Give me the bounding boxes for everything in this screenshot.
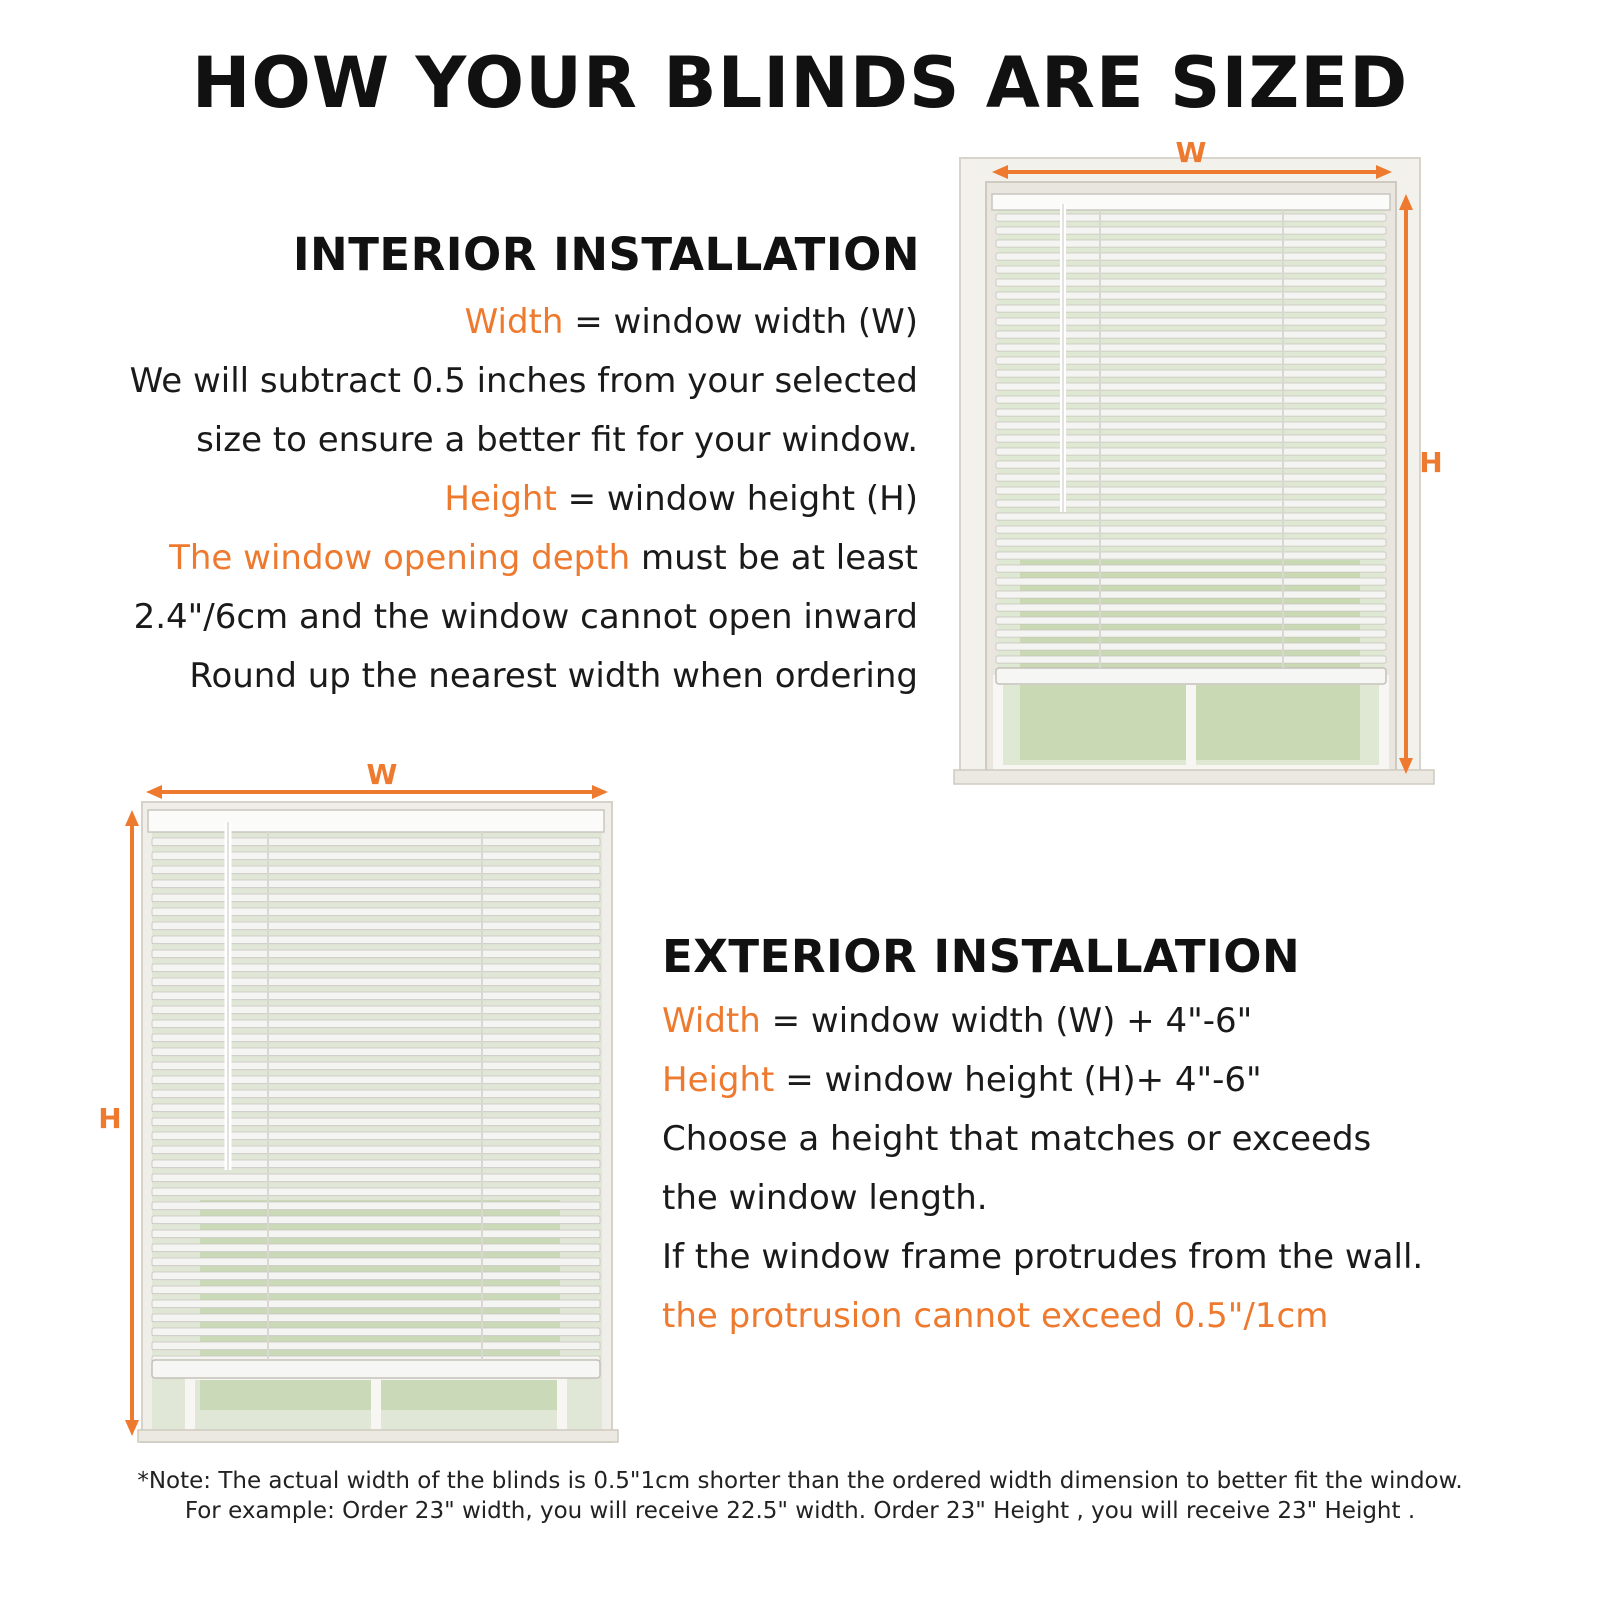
blind-slat [996,435,1386,442]
note-line-2: For example: Order 23" width, you will receive 22.5" width. Order 23" Height , you will receive 23" Height . [184,1498,1416,1524]
exterior-height-rest: = window height (H)+ 4"-6" [774,1060,1262,1100]
blind-slat [152,866,600,874]
blind-slat [996,266,1386,273]
blind-slat [996,526,1386,533]
blind-slat [152,1006,600,1014]
exterior-heading: EXTERIOR INSTALLATION [662,930,1301,983]
interior-heading: INTERIOR INSTALLATION [292,228,920,281]
blind-slat [996,214,1386,221]
interior-h-label: H [1419,446,1443,479]
interior-round-line: Round up the nearest width when ordering [189,656,918,696]
blind-slat [152,922,600,930]
page-title: HOW YOUR BLINDS ARE SIZED [191,42,1409,124]
blind-slat [996,253,1386,260]
blind-slat [152,992,600,1000]
blind-slat [152,1062,600,1070]
blind-slat [152,1090,600,1098]
blind-slat [152,978,600,986]
interior-subtract-line-1: We will subtract 0.5 inches from your selected [129,361,918,401]
blind-slat [152,1342,600,1350]
exterior-height-key: Height [662,1060,775,1100]
blind-slat [152,1258,600,1266]
exterior-width-rest: = window width (W) + 4"-6" [760,1001,1253,1041]
blind-slat [996,422,1386,429]
blind-slat [152,1048,600,1056]
blind-slat [152,1202,600,1210]
blind-slat [152,1328,600,1336]
interior-depth-key: The window opening depth [169,538,631,578]
blind-slat [152,1230,600,1238]
blind-slat [996,604,1386,611]
blind-slat [996,487,1386,494]
blind-slat [996,617,1386,624]
interior-depth-line [20,538,918,578]
blind-slat [996,630,1386,637]
exterior-height-arrow [125,810,139,1436]
blind-slat [996,474,1386,481]
interior-width-rest: = window width (W) [563,302,918,342]
blind-slat [996,513,1386,520]
exterior-frame-line: If the window frame protrudes from the wall. [662,1237,1424,1277]
blind-slat [996,656,1386,663]
blind-slat [996,305,1386,312]
exterior-window-diagram [90,760,650,1450]
blind-slat [996,357,1386,364]
exterior-width-key: Width [662,1001,761,1041]
blind-slat [996,500,1386,507]
blind-slat [996,578,1386,585]
blind-slat [996,591,1386,598]
blind-slat [152,1174,600,1182]
blind-slat [152,852,600,860]
blind-slat [996,331,1386,338]
interior-depth-line-2: 2.4"/6cm and the window cannot open inward [133,597,918,637]
blind-slat [152,1314,600,1322]
blind-slat [152,1300,600,1308]
blind-slat [996,227,1386,234]
blind-slat [152,1118,600,1126]
blind-slat [996,292,1386,299]
blind-slat [996,344,1386,351]
blind-slat [152,1286,600,1294]
blind-slat [996,552,1386,559]
blind-slat [996,539,1386,546]
exterior-protrusion-line: the protrusion cannot exceed 0.5"/1cm [662,1296,1329,1336]
blind-slat [152,1104,600,1112]
blind-slat [152,936,600,944]
blind-slat [152,1146,600,1154]
blind-slat [996,448,1386,455]
interior-width-line [20,302,918,342]
interior-slats [996,214,1386,663]
blind-slat [996,565,1386,572]
note-line-1: *Note: The actual width of the blinds is 0.5"1cm shorter than the ordered width dimension to better fit the window. [137,1468,1463,1494]
interior-height-key: Height [444,479,557,519]
blind-slat [996,240,1386,247]
blind-slat [152,1076,600,1084]
blind-slat [996,370,1386,377]
blind-slat [996,643,1386,650]
blind-slat [996,383,1386,390]
blind-slat [152,894,600,902]
blind-slat [152,950,600,958]
exterior-h-label: H [98,1102,122,1135]
blind-slat [152,1272,600,1280]
blind-slat [152,838,600,846]
exterior-choose-line-1: Choose a height that matches or exceeds [662,1119,1372,1159]
interior-depth-rest: must be at least [630,538,918,578]
blind-slat [996,279,1386,286]
blind-slat [152,880,600,888]
blind-slat [152,1132,600,1140]
blind-slat [152,1216,600,1224]
blind-slat [152,1034,600,1042]
blind-slat [996,461,1386,468]
blind-slat [152,1244,600,1252]
blind-slat [996,318,1386,325]
blind-slat [996,409,1386,416]
blind-slat [152,908,600,916]
exterior-width-line [662,1001,1252,1041]
interior-height-line [20,479,918,519]
exterior-height-line [662,1060,1262,1100]
blind-slat [152,1020,600,1028]
interior-width-key: Width [464,302,564,342]
interior-subtract-line-2: size to ensure a better fit for your window. [196,420,918,460]
interior-height-rest: = window height (H) [556,479,918,519]
exterior-w-label: W [366,758,398,791]
interior-window-diagram [950,136,1450,800]
blind-slat [996,396,1386,403]
interior-w-label: W [1175,136,1207,169]
blind-slat [152,1188,600,1196]
blind-slat [152,964,600,972]
blind-slat [152,1160,600,1168]
exterior-choose-line-2: the window length. [662,1178,988,1218]
